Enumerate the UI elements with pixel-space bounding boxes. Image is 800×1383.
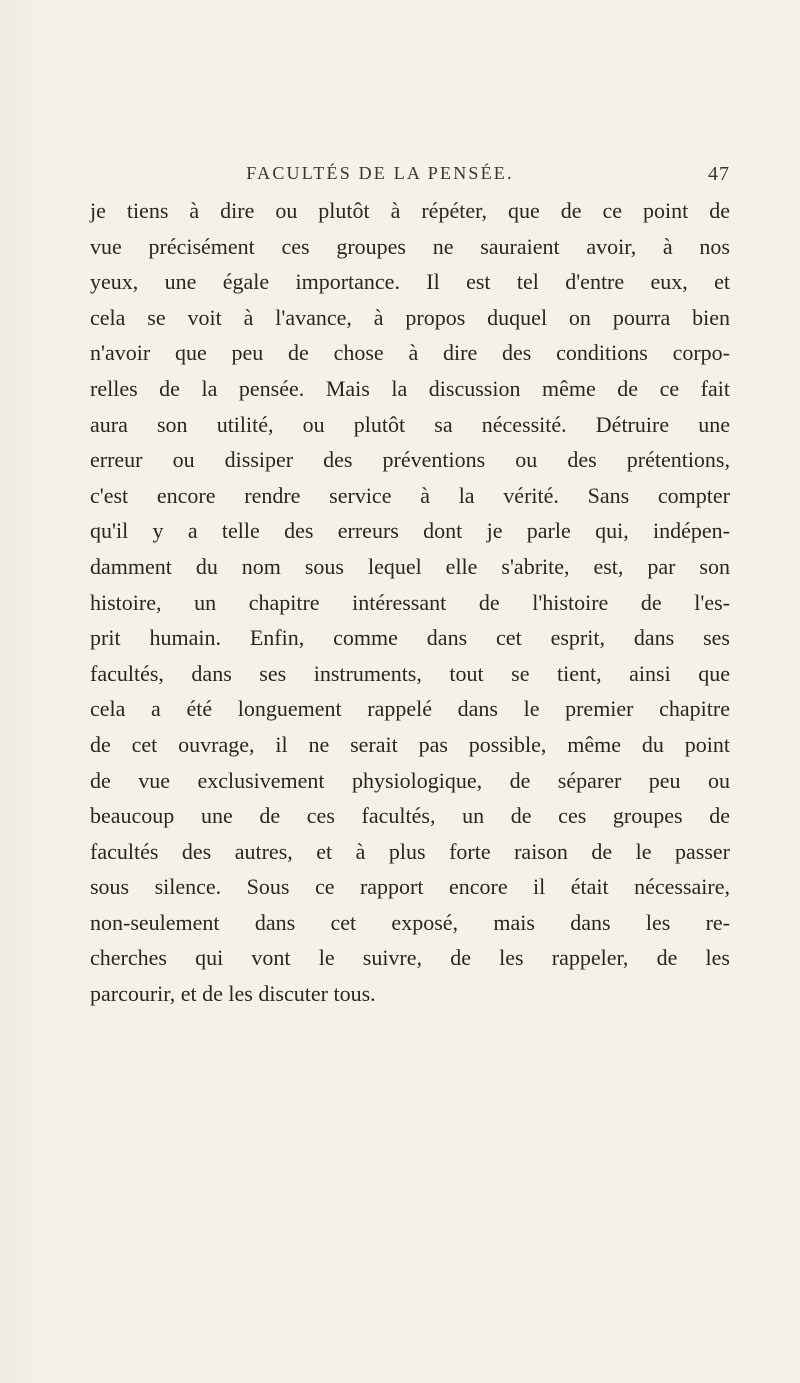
text-line: damment du nom sous lequel elle s'abrite, est, par son: [90, 553, 730, 579]
text-line: beaucoup une de ces facultés, un de ces groupes de: [90, 803, 730, 829]
text-line: n'avoir que peu de chose à dire des conditions corpo-: [90, 340, 730, 366]
page-number: 47: [708, 163, 730, 185]
text-line: sous silence. Sous ce rapport encore il était nécessaire,: [90, 874, 730, 900]
text-line: de vue exclusivement physiologique, de séparer peu ou: [90, 767, 730, 793]
text-line: cherches qui vont le suivre, de les rappeler, de les: [90, 945, 730, 971]
text-line: non-seulement dans cet exposé, mais dans les re-: [90, 909, 730, 935]
text-line: facultés, dans ses instruments, tout se tient, ainsi que: [90, 660, 730, 686]
body-paragraph: [90, 193, 730, 1012]
text-line: prit humain. Enfin, comme dans cet esprit, dans ses: [90, 625, 730, 651]
text-line: parcourir, et de les discuter tous.: [90, 981, 376, 1007]
running-title: FACULTÉS DE LA PENSÉE.: [246, 163, 514, 183]
running-header: [90, 163, 730, 187]
text-line: de cet ouvrage, il ne serait pas possible, même du point: [90, 731, 730, 757]
text-line: qu'il y a telle des erreurs dont je parle qui, indépen-: [90, 518, 730, 544]
text-line: vue précisément ces groupes ne sauraient avoir, à nos: [90, 233, 730, 259]
text-line: je tiens à dire ou plutôt à répéter, que de ce point de: [90, 198, 730, 223]
text-line: yeux, une égale importance. Il est tel d'entre eux, et: [90, 269, 730, 295]
text-line: erreur ou dissiper des préventions ou des prétentions,: [90, 447, 730, 473]
text-line: histoire, un chapitre intéressant de l'histoire de l'es-: [90, 589, 730, 615]
text-line: cela se voit à l'avance, à propos duquel on pourra bien: [90, 304, 730, 330]
text-line: aura son utilité, ou plutôt sa nécessité. Détruire une: [90, 411, 730, 437]
text-line: c'est encore rendre service à la vérité. Sans compter: [90, 482, 730, 508]
text-line: cela a été longuement rappelé dans le premier chapitre: [90, 696, 730, 722]
text-line: facultés des autres, et à plus forte raison de le passer: [90, 838, 730, 864]
text-line: relles de la pensée. Mais la discussion même de ce fait: [90, 375, 730, 401]
